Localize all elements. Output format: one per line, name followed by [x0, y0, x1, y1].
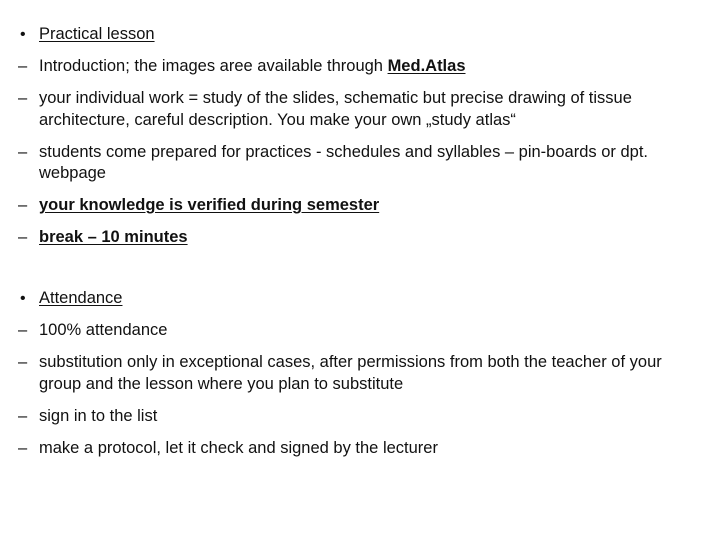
list-item-introduction — [0, 56, 720, 78]
list-item-students-prepared — [0, 142, 720, 185]
attendance-heading: Attendance — [39, 289, 123, 307]
attendance-heading-row — [0, 288, 720, 310]
protocol-text: make a protocol, let it check and signed by the lecturer — [39, 438, 438, 457]
dash-icon: – — [18, 321, 28, 339]
dash-icon: – — [18, 438, 28, 457]
dash-icon: – — [18, 142, 28, 161]
students-prepared-text: students come prepared for practices - schedules and syllables – pin-boards or dpt. webpage — [39, 142, 648, 182]
full-attendance-text: 100% attendance — [39, 321, 168, 339]
list-item-individual-work — [0, 88, 720, 131]
dash-icon: – — [18, 353, 28, 371]
list-item-knowledge-verified — [0, 195, 720, 217]
break-text: break – 10 minutes — [39, 228, 188, 246]
practical-lesson-heading-row — [0, 24, 720, 46]
list-item-protocol — [0, 438, 720, 460]
attendance-section — [0, 288, 720, 470]
dash-icon: – — [18, 228, 28, 246]
medatlas-link[interactable]: Med.Atlas — [387, 57, 466, 75]
dash-icon: – — [18, 89, 28, 107]
substitution-text: substitution only in exceptional cases, after permissions from both the teacher of your group and the lesson where you plan to substitute — [39, 353, 662, 393]
list-item-sign-in — [0, 406, 720, 428]
sign-in-text: sign in to the list — [39, 406, 158, 425]
knowledge-verified-text: your knowledge is verified during semester — [39, 196, 380, 214]
dash-icon: – — [18, 406, 28, 425]
practical-lesson-heading: Practical lesson — [39, 25, 155, 43]
list-item-substitution — [0, 352, 720, 395]
list-item-break — [0, 227, 720, 249]
dash-icon: – — [18, 196, 28, 214]
dash-icon: – — [18, 57, 28, 75]
individual-work-text: your individual work = study of the slides, schematic but precise drawing of tissue architecture, careful description. You make your own „study atlas“ — [39, 89, 632, 129]
practical-lesson-section — [0, 24, 720, 259]
list-item-full-attendance — [0, 320, 720, 342]
bullet-icon: • — [20, 26, 26, 43]
introduction-text: Introduction; the images aree available through — [39, 57, 388, 75]
bullet-icon: • — [20, 290, 26, 307]
